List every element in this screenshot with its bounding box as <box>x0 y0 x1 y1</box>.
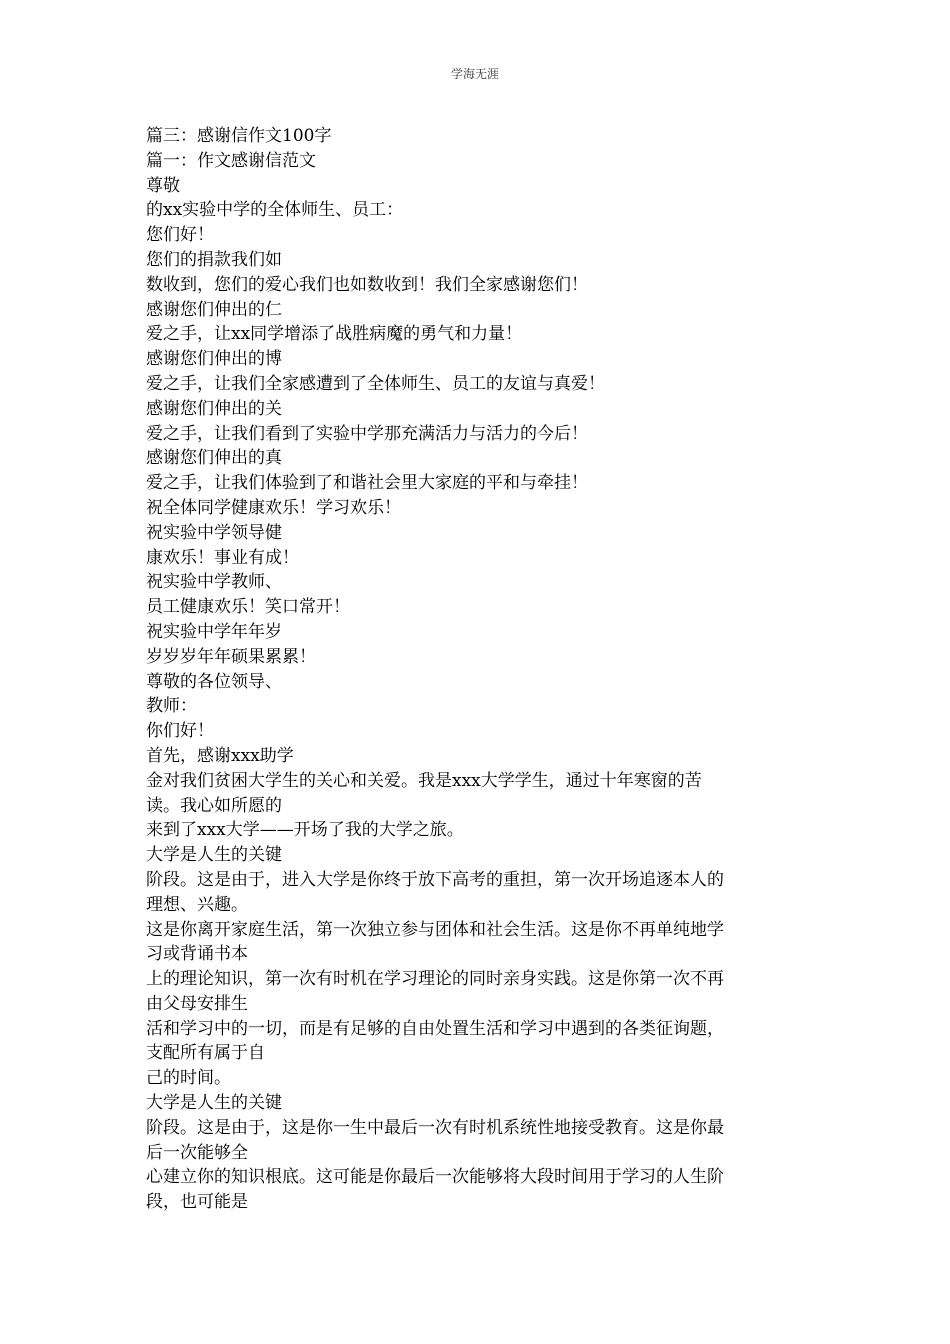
text-line: 岁岁岁年年硕果累累！ <box>146 646 316 667</box>
text-line: 尊敬的各位领导、 <box>146 671 282 692</box>
page-header: 学海无涯 <box>450 67 499 81</box>
text-line: 习或背诵书本 <box>146 944 248 965</box>
document-body <box>146 124 806 1215</box>
text-line: 感谢您们伸出的关 <box>146 398 282 419</box>
text-line: 您们好！ <box>146 225 214 246</box>
text-line: 段，也可能是 <box>146 1192 248 1213</box>
text-line: 支配所有属于自 <box>146 1043 265 1064</box>
text-line: 感谢您们伸出的真 <box>146 448 282 469</box>
text-line: 员工健康欢乐！笑口常开！ <box>146 597 350 618</box>
text-line: 阶段。这是由于，这是你一生中最后一次有时机系统性地接受教育。这是你最 <box>146 1117 724 1138</box>
text-line: 爱之手，让我们全家感遭到了全体师生、员工的友谊与真爱！ <box>146 373 605 394</box>
text-line: 教师： <box>146 696 197 717</box>
text-line: 由父母安排生 <box>146 993 248 1014</box>
text-line: 阶段。这是由于，进入大学是你终于放下高考的重担，第一次开场追逐本人的 <box>146 869 724 890</box>
text-line: 金对我们贫困大学生的关心和关爱。我是xxx大学学生，通过十年寒窗的苦 <box>146 770 702 791</box>
text-line: 尊敬 <box>146 175 180 196</box>
text-line: 祝实验中学年年岁 <box>146 621 282 642</box>
text-line: 感谢您们伸出的仁 <box>146 299 282 320</box>
text-line: 康欢乐！事业有成！ <box>146 547 299 568</box>
text-line: 心建立你的知识根底。这可能是你最后一次能够将大段时间用于学习的人生阶 <box>146 1167 724 1188</box>
text-line: 活和学习中的一切，而是有足够的自由处置生活和学习中遇到的各类征询题， <box>146 1018 724 1039</box>
text-line: 篇三：感谢信作文100字 <box>146 126 332 146</box>
text-line: 大学是人生的关键 <box>146 845 282 866</box>
text-line: 祝实验中学教师、 <box>146 572 282 593</box>
text-line: 读。我心如所愿的 <box>146 795 282 816</box>
text-line: 你们好！ <box>146 721 214 742</box>
text-line: 祝全体同学健康欢乐！学习欢乐！ <box>146 497 401 518</box>
text-line: 爱之手，让我们体验到了和谐社会里大家庭的平和与牵挂！ <box>146 473 588 494</box>
text-line: 首先，感谢xxx助学 <box>146 745 294 766</box>
text-line: 爱之手，让我们看到了实验中学那充满活力与活力的今后！ <box>146 423 588 444</box>
text-line: 的xx实验中学的全体师生、员工： <box>146 200 404 221</box>
text-line: 大学是人生的关键 <box>146 1093 282 1114</box>
text-line: 篇一：作文感谢信范文 <box>146 150 316 171</box>
text-line: 上的理论知识，第一次有时机在学习理论的同时亲身实践。这是你第一次不再 <box>146 969 724 990</box>
text-line: 感谢您们伸出的博 <box>146 349 282 370</box>
text-line: 数收到，您们的爱心我们也如数收到！我们全家感谢您们！ <box>146 274 588 295</box>
text-line: 您们的捐款我们如 <box>146 249 282 270</box>
text-line: 这是你离开家庭生活，第一次独立参与团体和社会生活。这是你不再单纯地学 <box>146 919 724 940</box>
text-line: 己的时间。 <box>146 1068 231 1089</box>
text-line: 理想、兴趣。 <box>146 894 248 915</box>
text-line: 来到了xxx大学——开场了我的大学之旅。 <box>146 820 464 841</box>
text-line: 爱之手，让xx同学增添了战胜病魔的勇气和力量！ <box>146 324 523 345</box>
text-line: 祝实验中学领导健 <box>146 522 282 543</box>
text-line: 后一次能够全 <box>146 1142 248 1163</box>
